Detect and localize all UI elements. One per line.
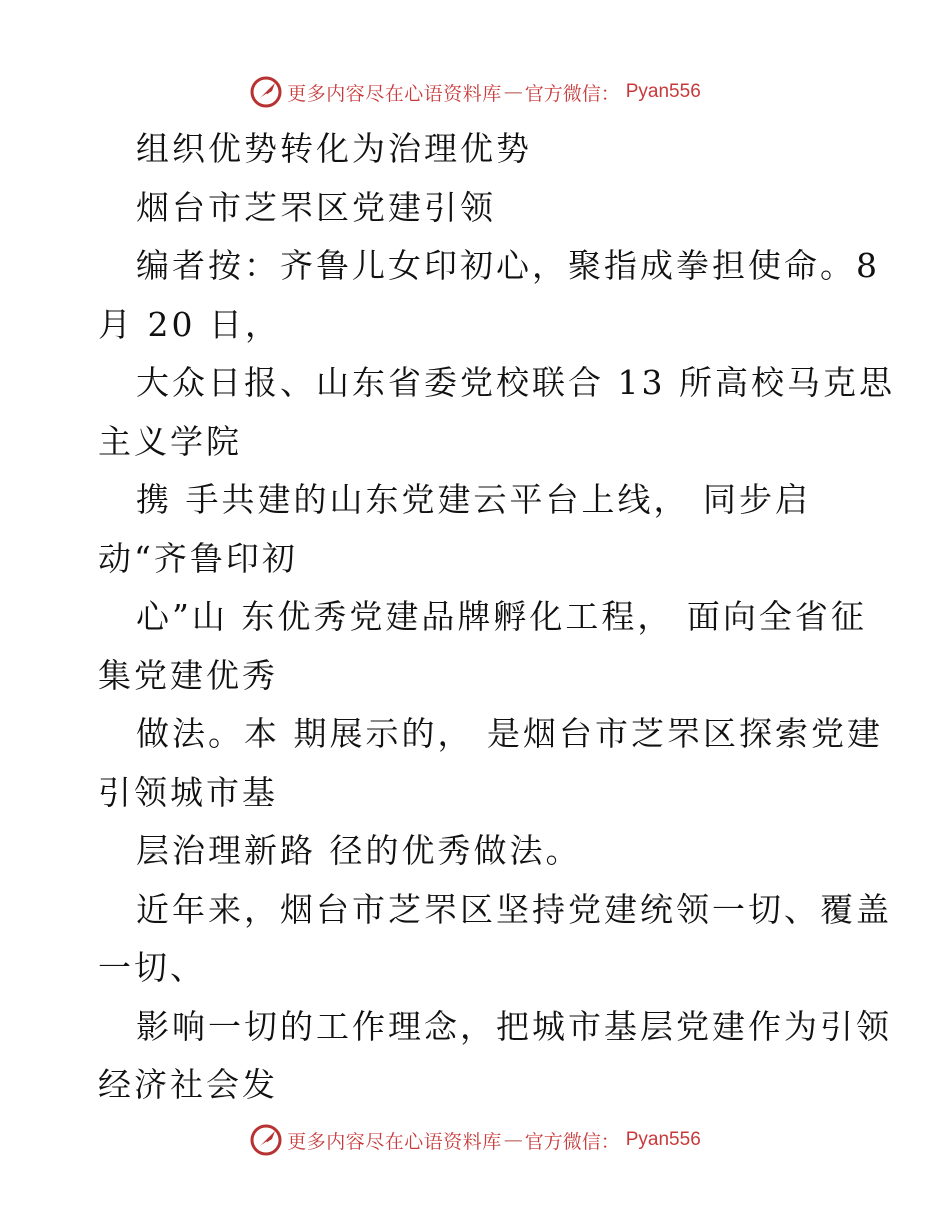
banner-separator: — (503, 81, 523, 103)
banner-separator: — (503, 1129, 523, 1151)
doc-line-11: 做法。本 期展示的， 是烟台市芝罘区探索党建 (136, 714, 883, 753)
doc-line-13: 层治理新路 径的优秀做法。 (136, 831, 582, 870)
quill-pen-logo-icon (249, 1123, 283, 1157)
banner-text: 更多内容尽在心语资料库 (287, 1130, 502, 1153)
doc-line-15: 一切、 (98, 948, 206, 987)
doc-line-3: 编者按：齐鲁儿女印初心，聚指成拳担使命。8 (136, 246, 880, 285)
doc-line-1: 组织优势转化为治理优势 (136, 129, 532, 168)
doc-line-14: 近年来，烟台市芝罘区坚持党建统领一切、覆盖 (136, 889, 892, 929)
doc-line-12: 引领城市基 (98, 772, 278, 812)
doc-line-6: 主义学院 (98, 421, 242, 461)
footer-banner (0, 1120, 950, 1160)
doc-line-5: 大众日报、山东省委党校联合 13 所高校马克思 (136, 363, 895, 402)
doc-line-9: 心”山 东优秀党建品牌孵化工程， 面向全省征 (136, 597, 867, 636)
banner-wechat-id: Pyan556 (625, 1129, 701, 1150)
document-body (98, 120, 895, 1115)
banner-wechat-label: 官方微信： (524, 82, 620, 105)
quill-pen-logo-icon (249, 75, 283, 109)
doc-line-7: 携 手共建的山东党建云平台上线， 同步启 (136, 480, 811, 519)
banner-text: 更多内容尽在心语资料库 (287, 82, 502, 105)
doc-line-10: 集党建优秀 (98, 655, 278, 695)
doc-line-2: 烟台市芝罘区党建引领 (136, 187, 496, 227)
banner-wechat-label: 官方微信： (524, 1130, 620, 1153)
doc-line-8: 动“齐鲁印初 (98, 538, 298, 578)
doc-line-4: 月 20 日， (98, 304, 281, 344)
banner-wechat-id: Pyan556 (625, 81, 701, 102)
doc-line-16: 影响一切的工作理念，把城市基层党建作为引领 (136, 1006, 892, 1046)
doc-line-17: 经济社会发 (98, 1065, 278, 1104)
header-banner (0, 72, 950, 112)
